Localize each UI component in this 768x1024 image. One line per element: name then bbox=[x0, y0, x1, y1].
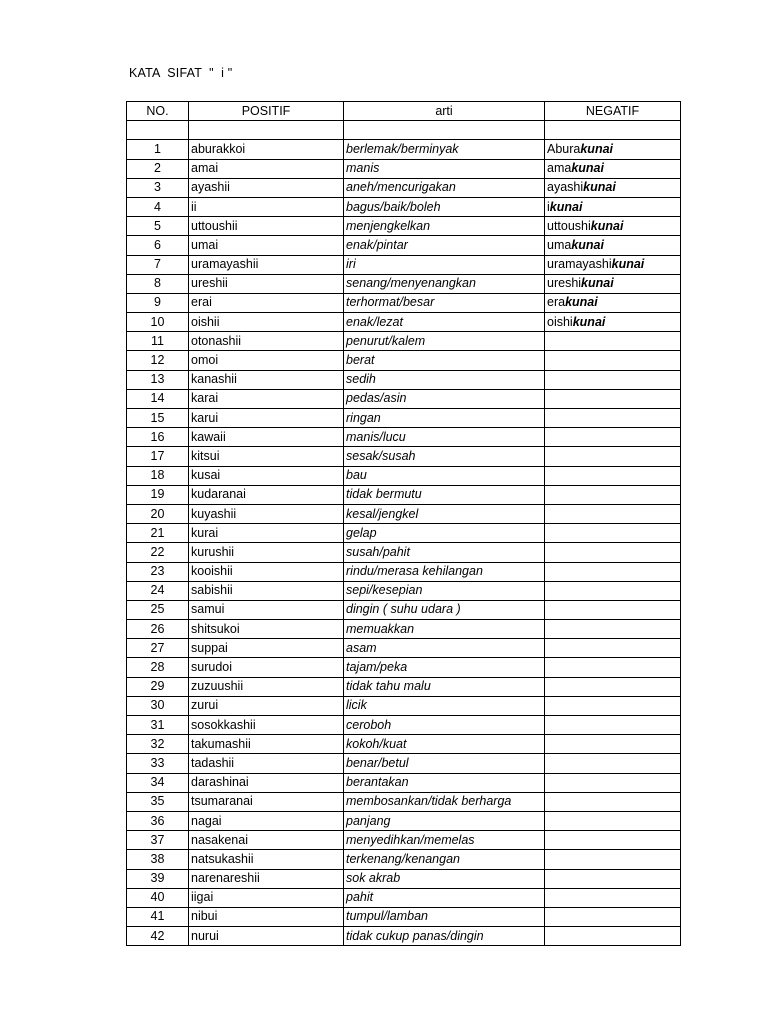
arti-cell: menjengkelkan bbox=[344, 217, 545, 236]
row-number: 22 bbox=[127, 543, 189, 562]
row-number: 21 bbox=[127, 524, 189, 543]
table-row bbox=[127, 811, 681, 830]
row-number: 26 bbox=[127, 620, 189, 639]
positif-cell: karui bbox=[189, 409, 344, 428]
table-row bbox=[127, 696, 681, 715]
negatif-cell bbox=[545, 927, 681, 946]
arti-cell: penurut/kalem bbox=[344, 332, 545, 351]
negatif-cell bbox=[545, 907, 681, 926]
arti-cell: berlemak/berminyak bbox=[344, 140, 545, 159]
table-row bbox=[127, 293, 681, 312]
arti-cell: bau bbox=[344, 466, 545, 485]
page-title: KATA SIFAT " i " bbox=[129, 66, 233, 80]
row-number: 25 bbox=[127, 600, 189, 619]
row-number: 33 bbox=[127, 754, 189, 773]
negatif-suffix: kunai bbox=[581, 276, 614, 291]
table-row bbox=[127, 178, 681, 197]
positif-cell: zuzuushii bbox=[189, 677, 344, 696]
row-number: 42 bbox=[127, 927, 189, 946]
negatif-suffix: kunai bbox=[571, 237, 604, 252]
positif-cell: sabishii bbox=[189, 581, 344, 600]
negatif-stem: Abura bbox=[547, 141, 581, 156]
positif-cell: sosokkashii bbox=[189, 716, 344, 735]
negatif-suffix: kunai bbox=[580, 141, 614, 156]
table-row bbox=[127, 927, 681, 946]
table-row bbox=[127, 313, 681, 332]
positif-cell: ii bbox=[189, 197, 344, 216]
negatif-cell bbox=[545, 562, 681, 581]
positif-cell: takumashii bbox=[189, 735, 344, 754]
positif-cell: shitsukoi bbox=[189, 620, 344, 639]
blank-cell bbox=[127, 121, 189, 140]
negatif-suffix: kunai bbox=[611, 257, 645, 272]
arti-cell: manis/lucu bbox=[344, 428, 545, 447]
table-row bbox=[127, 332, 681, 351]
row-number: 16 bbox=[127, 428, 189, 447]
negatif-cell bbox=[545, 888, 681, 907]
negatif-cell bbox=[545, 351, 681, 370]
negatif-cell bbox=[545, 831, 681, 850]
negatif-cell bbox=[545, 293, 681, 312]
positif-cell: narenareshii bbox=[189, 869, 344, 888]
negatif-suffix: kunai bbox=[571, 161, 604, 176]
positif-cell: iigai bbox=[189, 888, 344, 907]
table-row bbox=[127, 370, 681, 389]
row-number: 6 bbox=[127, 236, 189, 255]
table-row bbox=[127, 639, 681, 658]
negatif-cell bbox=[545, 485, 681, 504]
negatif-suffix: kunai bbox=[565, 295, 598, 310]
table-row bbox=[127, 581, 681, 600]
arti-cell: gelap bbox=[344, 524, 545, 543]
table-row bbox=[127, 888, 681, 907]
table-row bbox=[127, 485, 681, 504]
table-row bbox=[127, 831, 681, 850]
negatif-cell bbox=[545, 159, 681, 178]
arti-cell: tajam/peka bbox=[344, 658, 545, 677]
row-number: 39 bbox=[127, 869, 189, 888]
arti-cell: benar/betul bbox=[344, 754, 545, 773]
positif-cell: surudoi bbox=[189, 658, 344, 677]
arti-cell: sok akrab bbox=[344, 869, 545, 888]
arti-cell: panjang bbox=[344, 811, 545, 830]
arti-cell: kesal/jengkel bbox=[344, 504, 545, 523]
arti-cell: sesak/susah bbox=[344, 447, 545, 466]
arti-cell: pedas/asin bbox=[344, 389, 545, 408]
negatif-cell bbox=[545, 735, 681, 754]
table-row bbox=[127, 351, 681, 370]
table-row bbox=[127, 600, 681, 619]
row-number: 31 bbox=[127, 716, 189, 735]
negatif-cell bbox=[545, 658, 681, 677]
row-number: 28 bbox=[127, 658, 189, 677]
negatif-suffix: kunai bbox=[590, 218, 624, 233]
table-row bbox=[127, 562, 681, 581]
row-number: 1 bbox=[127, 140, 189, 159]
negatif-cell bbox=[545, 543, 681, 562]
row-number: 9 bbox=[127, 293, 189, 312]
arti-cell: tumpul/lamban bbox=[344, 907, 545, 926]
row-number: 4 bbox=[127, 197, 189, 216]
positif-cell: otonashii bbox=[189, 332, 344, 351]
negatif-stem: uttoushi bbox=[547, 218, 591, 233]
arti-cell: tidak cukup panas/dingin bbox=[344, 927, 545, 946]
row-number: 3 bbox=[127, 178, 189, 197]
row-number: 36 bbox=[127, 811, 189, 830]
negatif-cell bbox=[545, 677, 681, 696]
arti-cell: enak/pintar bbox=[344, 236, 545, 255]
row-number: 5 bbox=[127, 217, 189, 236]
row-number: 8 bbox=[127, 274, 189, 293]
positif-cell: kurai bbox=[189, 524, 344, 543]
negatif-stem: oishi bbox=[547, 314, 573, 329]
positif-cell: umai bbox=[189, 236, 344, 255]
row-number: 15 bbox=[127, 409, 189, 428]
table-row bbox=[127, 389, 681, 408]
table-row bbox=[127, 236, 681, 255]
negatif-cell bbox=[545, 236, 681, 255]
table-row bbox=[127, 409, 681, 428]
negatif-cell bbox=[545, 620, 681, 639]
positif-cell: kusai bbox=[189, 466, 344, 485]
positif-cell: samui bbox=[189, 600, 344, 619]
positif-cell: uttoushii bbox=[189, 217, 344, 236]
arti-cell: manis bbox=[344, 159, 545, 178]
positif-cell: kurushii bbox=[189, 543, 344, 562]
row-number: 30 bbox=[127, 696, 189, 715]
row-number: 35 bbox=[127, 792, 189, 811]
positif-cell: amai bbox=[189, 159, 344, 178]
negatif-stem: uramayashi bbox=[547, 257, 612, 272]
positif-cell: kuyashii bbox=[189, 504, 344, 523]
positif-cell: nagai bbox=[189, 811, 344, 830]
table-header-row bbox=[127, 102, 681, 121]
negatif-cell bbox=[545, 466, 681, 485]
negatif-cell bbox=[545, 792, 681, 811]
arti-cell: tidak tahu malu bbox=[344, 677, 545, 696]
positif-cell: kudaranai bbox=[189, 485, 344, 504]
negatif-stem: ama bbox=[547, 161, 572, 176]
negatif-cell bbox=[545, 447, 681, 466]
table-row bbox=[127, 850, 681, 869]
table-row bbox=[127, 735, 681, 754]
positif-cell: kitsui bbox=[189, 447, 344, 466]
table-row bbox=[127, 197, 681, 216]
blank-cell bbox=[545, 121, 681, 140]
arti-cell: memuakkan bbox=[344, 620, 545, 639]
row-number: 27 bbox=[127, 639, 189, 658]
negatif-stem: uma bbox=[547, 237, 572, 252]
header-arti: arti bbox=[344, 102, 545, 121]
negatif-cell bbox=[545, 274, 681, 293]
table-row bbox=[127, 716, 681, 735]
arti-cell: berat bbox=[344, 351, 545, 370]
negatif-cell bbox=[545, 716, 681, 735]
table-row bbox=[127, 447, 681, 466]
table-row bbox=[127, 792, 681, 811]
table-row bbox=[127, 620, 681, 639]
row-number: 12 bbox=[127, 351, 189, 370]
arti-cell: senang/menyenangkan bbox=[344, 274, 545, 293]
negatif-cell bbox=[545, 524, 681, 543]
positif-cell: tadashii bbox=[189, 754, 344, 773]
header-positif: POSITIF bbox=[189, 102, 344, 121]
arti-cell: enak/lezat bbox=[344, 313, 545, 332]
table-row bbox=[127, 274, 681, 293]
negatif-cell bbox=[545, 811, 681, 830]
table-row bbox=[127, 255, 681, 274]
arti-cell: menyedihkan/memelas bbox=[344, 831, 545, 850]
row-number: 40 bbox=[127, 888, 189, 907]
arti-cell: kokoh/kuat bbox=[344, 735, 545, 754]
table-row bbox=[127, 677, 681, 696]
negatif-cell bbox=[545, 850, 681, 869]
positif-cell: kooishii bbox=[189, 562, 344, 581]
positif-cell: natsukashii bbox=[189, 850, 344, 869]
row-number: 20 bbox=[127, 504, 189, 523]
negatif-stem: ayashi bbox=[547, 180, 584, 195]
positif-cell: zurui bbox=[189, 696, 344, 715]
table-row bbox=[127, 159, 681, 178]
header-negatif: NEGATIF bbox=[545, 102, 681, 121]
table-row bbox=[127, 543, 681, 562]
negatif-cell bbox=[545, 140, 681, 159]
positif-cell: nibui bbox=[189, 907, 344, 926]
row-number: 19 bbox=[127, 485, 189, 504]
header-no: NO. bbox=[127, 102, 189, 121]
negatif-cell bbox=[545, 178, 681, 197]
row-number: 41 bbox=[127, 907, 189, 926]
arti-cell: tidak bermutu bbox=[344, 485, 545, 504]
table-row bbox=[127, 907, 681, 926]
negatif-cell bbox=[545, 370, 681, 389]
negatif-cell bbox=[545, 754, 681, 773]
positif-cell: ureshii bbox=[189, 274, 344, 293]
table-row bbox=[127, 428, 681, 447]
negatif-suffix: kunai bbox=[549, 199, 583, 214]
arti-cell: dingin ( suhu udara ) bbox=[344, 600, 545, 619]
table-row bbox=[127, 140, 681, 159]
row-number: 7 bbox=[127, 255, 189, 274]
table-row bbox=[127, 869, 681, 888]
negatif-cell bbox=[545, 869, 681, 888]
negatif-cell bbox=[545, 696, 681, 715]
table-row bbox=[127, 524, 681, 543]
row-number: 23 bbox=[127, 562, 189, 581]
positif-cell: uramayashii bbox=[189, 255, 344, 274]
positif-cell: omoi bbox=[189, 351, 344, 370]
negatif-cell bbox=[545, 773, 681, 792]
arti-cell: ceroboh bbox=[344, 716, 545, 735]
positif-cell: kanashii bbox=[189, 370, 344, 389]
arti-cell: bagus/baik/boleh bbox=[344, 197, 545, 216]
positif-cell: ayashii bbox=[189, 178, 344, 197]
positif-cell: tsumaranai bbox=[189, 792, 344, 811]
arti-cell: terhormat/besar bbox=[344, 293, 545, 312]
adjective-table bbox=[126, 101, 681, 946]
positif-cell: kawaii bbox=[189, 428, 344, 447]
negatif-cell bbox=[545, 581, 681, 600]
table-row bbox=[127, 504, 681, 523]
arti-cell: berantakan bbox=[344, 773, 545, 792]
table-row bbox=[127, 658, 681, 677]
blank-cell bbox=[344, 121, 545, 140]
arti-cell: rindu/merasa kehilangan bbox=[344, 562, 545, 581]
arti-cell: sepi/kesepian bbox=[344, 581, 545, 600]
positif-cell: darashinai bbox=[189, 773, 344, 792]
arti-cell: iri bbox=[344, 255, 545, 274]
negatif-stem: ureshi bbox=[547, 276, 582, 291]
arti-cell: asam bbox=[344, 639, 545, 658]
blank-row bbox=[127, 121, 681, 140]
row-number: 17 bbox=[127, 447, 189, 466]
arti-cell: aneh/mencurigakan bbox=[344, 178, 545, 197]
arti-cell: sedih bbox=[344, 370, 545, 389]
negatif-cell bbox=[545, 217, 681, 236]
arti-cell: susah/pahit bbox=[344, 543, 545, 562]
row-number: 24 bbox=[127, 581, 189, 600]
positif-cell: karai bbox=[189, 389, 344, 408]
row-number: 10 bbox=[127, 313, 189, 332]
negatif-cell bbox=[545, 197, 681, 216]
arti-cell: licik bbox=[344, 696, 545, 715]
positif-cell: erai bbox=[189, 293, 344, 312]
positif-cell: nurui bbox=[189, 927, 344, 946]
arti-cell: membosankan/tidak berharga bbox=[344, 792, 545, 811]
positif-cell: nasakenai bbox=[189, 831, 344, 850]
negatif-cell bbox=[545, 428, 681, 447]
negatif-suffix: kunai bbox=[572, 314, 606, 329]
negatif-cell bbox=[545, 639, 681, 658]
negatif-cell bbox=[545, 332, 681, 351]
arti-cell: ringan bbox=[344, 409, 545, 428]
row-number: 14 bbox=[127, 389, 189, 408]
negatif-cell bbox=[545, 389, 681, 408]
row-number: 37 bbox=[127, 831, 189, 850]
negatif-cell bbox=[545, 600, 681, 619]
positif-cell: aburakkoi bbox=[189, 140, 344, 159]
table-row bbox=[127, 217, 681, 236]
arti-cell: terkenang/kenangan bbox=[344, 850, 545, 869]
row-number: 38 bbox=[127, 850, 189, 869]
table-row bbox=[127, 773, 681, 792]
table-row bbox=[127, 466, 681, 485]
arti-cell: pahit bbox=[344, 888, 545, 907]
row-number: 11 bbox=[127, 332, 189, 351]
row-number: 29 bbox=[127, 677, 189, 696]
negatif-cell bbox=[545, 409, 681, 428]
positif-cell: oishii bbox=[189, 313, 344, 332]
row-number: 32 bbox=[127, 735, 189, 754]
negatif-cell bbox=[545, 504, 681, 523]
negatif-stem: i bbox=[547, 199, 550, 214]
negatif-cell bbox=[545, 313, 681, 332]
row-number: 13 bbox=[127, 370, 189, 389]
blank-cell bbox=[189, 121, 344, 140]
negatif-stem: era bbox=[547, 295, 566, 310]
table-row bbox=[127, 754, 681, 773]
negatif-cell bbox=[545, 255, 681, 274]
negatif-suffix: kunai bbox=[583, 180, 616, 195]
row-number: 2 bbox=[127, 159, 189, 178]
row-number: 18 bbox=[127, 466, 189, 485]
positif-cell: suppai bbox=[189, 639, 344, 658]
row-number: 34 bbox=[127, 773, 189, 792]
